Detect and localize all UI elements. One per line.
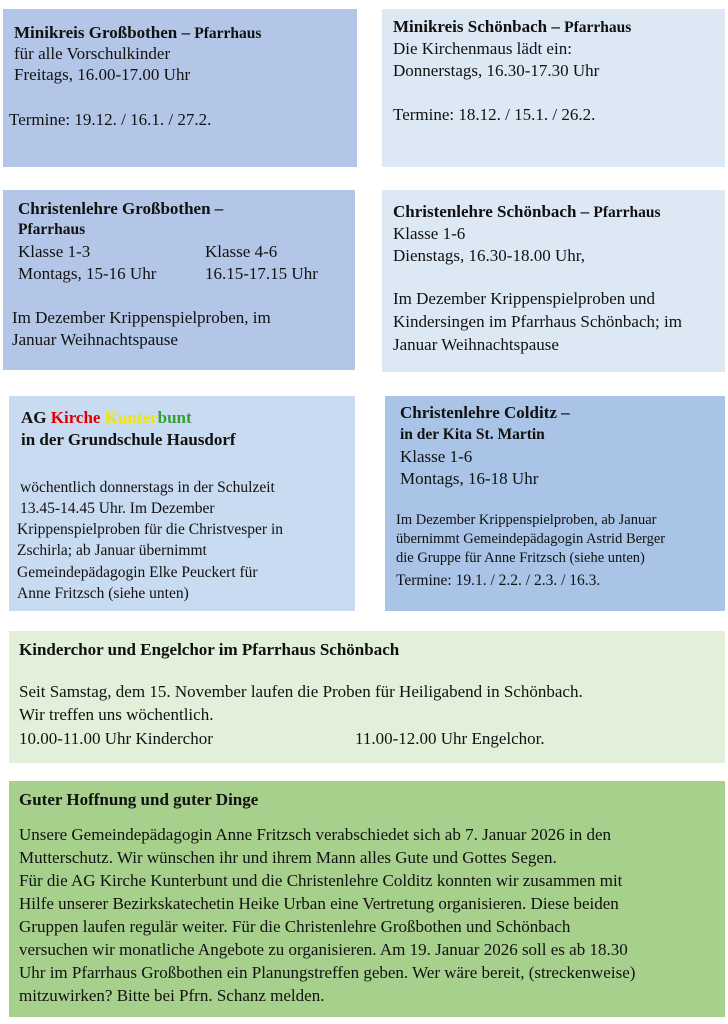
class-group-1-time: Montags, 15-16 Uhr	[18, 264, 157, 283]
title-dash: –	[547, 17, 565, 36]
body-line: Zschirla; ab Januar übernimmt	[17, 542, 207, 559]
christenlehre-grossbothen-box	[3, 190, 355, 370]
title-dash: –	[177, 23, 195, 42]
invitation-text: Die Kirchenmaus lädt ein:	[393, 39, 572, 58]
box-title: Christenlehre Colditz –	[400, 403, 570, 422]
minikreis-grossbothen-title	[14, 23, 261, 43]
ag-subtitle: in der Grundschule Hausdorf	[21, 430, 236, 449]
schedule-text: Montags, 16-18 Uhr	[400, 469, 539, 488]
box-title: Minikreis Großbothen	[14, 23, 178, 42]
christenlehre-schoenbach-box	[382, 190, 725, 372]
box-title: Kinderchor und Engelchor im Pfarrhaus Schönbach	[19, 640, 400, 659]
body-line: Wir treffen uns wöchentlich.	[19, 705, 214, 724]
title-place: Pfarrhaus	[593, 204, 661, 221]
box-title: Minikreis Schönbach	[393, 17, 548, 36]
kirche-word: Kirche	[50, 408, 101, 427]
schedule-text: Freitags, 16.00-17.00 Uhr	[14, 65, 191, 84]
body-line: Gruppen laufen regulär weiter. Für die Christenlehre Großbothen und Schönbach	[19, 917, 571, 936]
ag-kirche-kunterbunt-box	[9, 396, 355, 611]
audience-text: für alle Vorschulkinder	[14, 44, 171, 63]
note-line: Kindersingen im Pfarrhaus Schönbach; im	[393, 312, 682, 331]
body-line: Für die AG Kirche Kunterbunt und die Christenlehre Colditz konnten wir zusammen mit	[19, 871, 623, 890]
body-line: übernimmt Gemeindepädagogin Astrid Berger	[396, 531, 666, 547]
minikreis-schoenbach-box	[382, 9, 725, 167]
minikreis-schoenbach-title	[393, 17, 631, 37]
class-text: Klasse 1-6	[400, 447, 473, 466]
note-line: Januar Weihnachtspause	[12, 330, 178, 349]
box-title: Christenlehre Großbothen –	[18, 199, 224, 218]
class-text: Klasse 1-6	[393, 224, 466, 243]
box-title: Guter Hoffnung und guter Dinge	[19, 790, 259, 809]
class-group-2-time: 16.15-17.15 Uhr	[205, 264, 318, 283]
box-subtitle: in der Kita St. Martin	[400, 426, 545, 443]
ag-prefix: AG	[21, 408, 51, 427]
box-title: Christenlehre Schönbach	[393, 202, 577, 221]
body-line: Seit Samstag, dem 15. November laufen die Proben für Heiligabend in Schönbach.	[19, 682, 583, 701]
christenlehre-colditz-box	[385, 396, 725, 611]
bunt-word: bunt	[157, 408, 192, 427]
guter-hoffnung-box	[9, 781, 725, 1017]
note-line: Im Dezember Krippenspielproben und	[393, 289, 655, 308]
note-line: Im Dezember Krippenspielproben, im	[12, 308, 271, 327]
body-line: Im Dezember Krippenspielproben, ab Januar	[396, 512, 657, 528]
title-dash: –	[576, 202, 594, 221]
class-group-1: Klasse 1-3	[18, 242, 91, 261]
title-place: Pfarrhaus	[194, 25, 262, 42]
schedule-text: Donnerstags, 16.30-17.30 Uhr	[393, 61, 600, 80]
body-line: Gemeindepädagogin Elke Peuckert für	[17, 564, 258, 581]
kunter-word: Kunter	[104, 408, 158, 427]
body-line: Uhr im Pfarrhaus Großbothen ein Planungstreffen geben. Wer wäre bereit, (streckenweise)	[19, 963, 636, 982]
christenlehre-schoenbach-title	[393, 202, 661, 222]
dates-text: Termine: 19.12. / 16.1. / 27.2.	[9, 110, 212, 129]
note-line: Januar Weihnachtspause	[393, 335, 559, 354]
body-line: Anne Fritzsch (siehe unten)	[17, 585, 189, 602]
schedule-text: Dienstags, 16.30-18.00 Uhr,	[393, 246, 585, 265]
title-place: Pfarrhaus	[564, 19, 632, 36]
body-line: 13.45-14.45 Uhr. Im Dezember	[20, 500, 215, 517]
body-line: wöchentlich donnerstags in der Schulzeit	[20, 479, 275, 496]
body-line: Krippenspielproben für die Christvesper in	[17, 521, 284, 538]
title-place: Pfarrhaus	[18, 221, 86, 238]
body-line: versuchen wir monatliche Angebote zu organisieren. Am 19. Januar 2026 soll es ab 18.30	[19, 940, 628, 959]
engelchor-time: 11.00-12.00 Uhr Engelchor.	[355, 729, 545, 748]
body-line: Unsere Gemeindepädagogin Anne Fritzsch verabschiedet sich ab 7. Januar 2026 in den	[19, 825, 611, 844]
body-line: mitzuwirken? Bitte bei Pfrn. Schanz melden.	[19, 986, 325, 1005]
ag-title	[21, 408, 192, 428]
body-line: Mutterschutz. Wir wünschen ihr und ihrem Mann alles Gute und Gottes Segen.	[19, 848, 557, 867]
kinderchor-box	[9, 631, 725, 763]
dates-text: Termine: 18.12. / 15.1. / 26.2.	[393, 105, 596, 124]
dates-text: Termine: 19.1. / 2.2. / 2.3. / 16.3.	[396, 572, 601, 589]
body-line: die Gruppe für Anne Fritzsch (siehe unten)	[396, 550, 645, 566]
body-line: Hilfe unserer Bezirkskatechetin Heike Urban eine Vertretung organisieren. Diese beiden	[19, 894, 619, 913]
kinderchor-time: 10.00-11.00 Uhr Kinderchor	[19, 729, 213, 748]
minikreis-grossbothen-box	[3, 9, 357, 167]
class-group-2: Klasse 4-6	[205, 242, 278, 261]
